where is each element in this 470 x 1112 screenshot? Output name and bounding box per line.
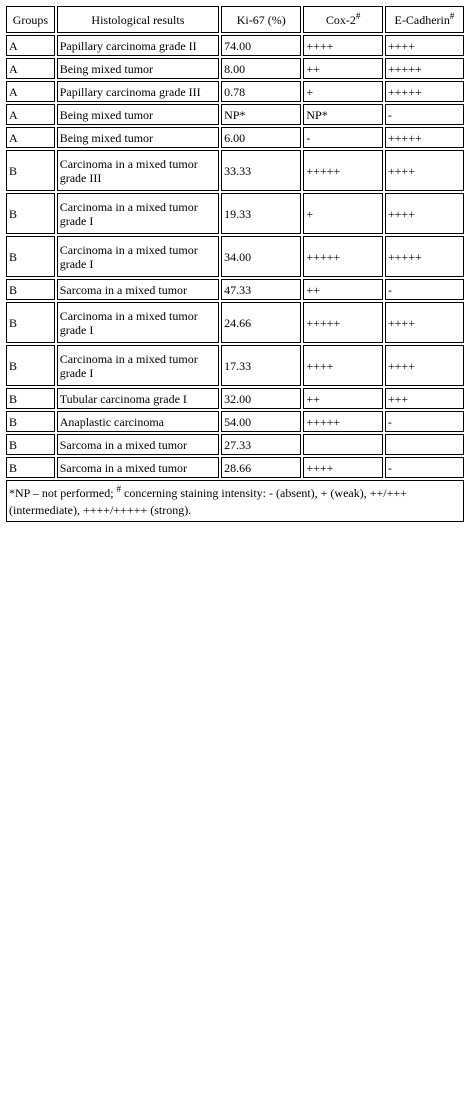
cell-cox2: - <box>303 127 383 148</box>
cell-group: B <box>6 345 55 386</box>
cell-ki67: 28.66 <box>221 457 301 478</box>
cell-group: B <box>6 236 55 277</box>
cell-ecadherin: +++++ <box>385 127 464 148</box>
cell-cox2: +++++ <box>303 150 383 191</box>
cell-cox2: ++ <box>303 388 383 409</box>
header-ecadherin-label: E-Cadherin <box>394 12 450 27</box>
cell-group: B <box>6 388 55 409</box>
cell-histology: Being mixed tumor <box>57 104 219 125</box>
cell-group: A <box>6 58 55 79</box>
cell-ecadherin: +++++ <box>385 236 464 277</box>
table-row <box>6 58 464 79</box>
cell-cox2: +++++ <box>303 411 383 432</box>
header-ki67: Ki-67 (%) <box>221 6 301 33</box>
footnote <box>6 480 464 522</box>
cell-ecadherin: ++++ <box>385 302 464 343</box>
table-row <box>6 127 464 148</box>
cell-ecadherin: ++++ <box>385 193 464 234</box>
cell-group: A <box>6 127 55 148</box>
cell-ki67: 24.66 <box>221 302 301 343</box>
footnote-text-np: *NP – not performed; <box>9 486 117 500</box>
table-row <box>6 104 464 125</box>
cell-ecadherin: +++++ <box>385 58 464 79</box>
header-ecadherin <box>385 6 464 33</box>
cell-cox2: NP* <box>303 104 383 125</box>
table-row <box>6 193 464 234</box>
cell-ki67: 6.00 <box>221 127 301 148</box>
header-groups: Groups <box>6 6 55 33</box>
cell-histology: Papillary carcinoma grade III <box>57 81 219 102</box>
cell-histology: Anaplastic carcinoma <box>57 411 219 432</box>
table-row <box>6 388 464 409</box>
cell-group: A <box>6 104 55 125</box>
header-ecadherin-mark: # <box>449 10 455 21</box>
header-cox2-label: Cox-2 <box>325 12 356 27</box>
cell-group: B <box>6 434 55 455</box>
footnote-row <box>6 480 464 522</box>
cell-group: B <box>6 457 55 478</box>
table-row <box>6 302 464 343</box>
cell-histology: Sarcoma in a mixed tumor <box>57 279 219 300</box>
cell-cox2: +++++ <box>303 236 383 277</box>
cell-cox2: ++++ <box>303 345 383 386</box>
table-row <box>6 345 464 386</box>
cell-ecadherin: - <box>385 279 464 300</box>
cell-ki67: NP* <box>221 104 301 125</box>
cell-ki67: 0.78 <box>221 81 301 102</box>
cell-ki67: 32.00 <box>221 388 301 409</box>
cell-histology: Carcinoma in a mixed tumor grade I <box>57 236 219 277</box>
cell-ecadherin <box>385 434 464 455</box>
cell-ecadherin: ++++ <box>385 345 464 386</box>
cell-ki67: 34.00 <box>221 236 301 277</box>
table-row <box>6 236 464 277</box>
table-row <box>6 411 464 432</box>
cell-cox2: +++++ <box>303 302 383 343</box>
cell-histology: Being mixed tumor <box>57 127 219 148</box>
cell-ecadherin: ++++ <box>385 35 464 56</box>
table-row <box>6 434 464 455</box>
cell-cox2: ++ <box>303 279 383 300</box>
cell-cox2: ++++ <box>303 457 383 478</box>
table-row <box>6 35 464 56</box>
cell-histology: Tubular carcinoma grade I <box>57 388 219 409</box>
cell-ki67: 33.33 <box>221 150 301 191</box>
cell-histology: Sarcoma in a mixed tumor <box>57 457 219 478</box>
cell-group: A <box>6 81 55 102</box>
cell-ecadherin: +++++ <box>385 81 464 102</box>
cell-group: B <box>6 150 55 191</box>
table-row <box>6 81 464 102</box>
cell-histology: Carcinoma in a mixed tumor grade I <box>57 193 219 234</box>
table-row <box>6 150 464 191</box>
cell-group: B <box>6 193 55 234</box>
results-table <box>4 4 466 524</box>
footnote-mark: # <box>116 484 122 494</box>
footnote-text-intensity: concerning staining intensity: - (absent), + (weak), ++/+++ (intermediate), ++++/+++++ (strong). <box>9 486 407 517</box>
cell-group: B <box>6 279 55 300</box>
cell-ki67: 74.00 <box>221 35 301 56</box>
cell-histology: Carcinoma in a mixed tumor grade I <box>57 302 219 343</box>
cell-cox2: + <box>303 81 383 102</box>
cell-group: B <box>6 411 55 432</box>
header-cox2 <box>303 6 383 33</box>
cell-group: B <box>6 302 55 343</box>
cell-ki67: 19.33 <box>221 193 301 234</box>
table-row <box>6 279 464 300</box>
cell-histology: Being mixed tumor <box>57 58 219 79</box>
cell-histology: Papillary carcinoma grade II <box>57 35 219 56</box>
cell-ecadherin: +++ <box>385 388 464 409</box>
header-histological-results: Histological results <box>57 6 219 33</box>
cell-histology: Sarcoma in a mixed tumor <box>57 434 219 455</box>
cell-ecadherin: - <box>385 457 464 478</box>
cell-ecadherin: - <box>385 411 464 432</box>
cell-ki67: 27.33 <box>221 434 301 455</box>
cell-ki67: 8.00 <box>221 58 301 79</box>
cell-histology: Carcinoma in a mixed tumor grade I <box>57 345 219 386</box>
cell-cox2: + <box>303 193 383 234</box>
header-cox2-mark: # <box>355 10 361 21</box>
cell-cox2 <box>303 434 383 455</box>
table-row <box>6 457 464 478</box>
cell-ecadherin: ++++ <box>385 150 464 191</box>
header-row <box>6 6 464 33</box>
cell-cox2: ++++ <box>303 35 383 56</box>
cell-ki67: 54.00 <box>221 411 301 432</box>
cell-ecadherin: - <box>385 104 464 125</box>
cell-ki67: 47.33 <box>221 279 301 300</box>
cell-histology: Carcinoma in a mixed tumor grade III <box>57 150 219 191</box>
cell-ki67: 17.33 <box>221 345 301 386</box>
cell-cox2: ++ <box>303 58 383 79</box>
cell-group: A <box>6 35 55 56</box>
